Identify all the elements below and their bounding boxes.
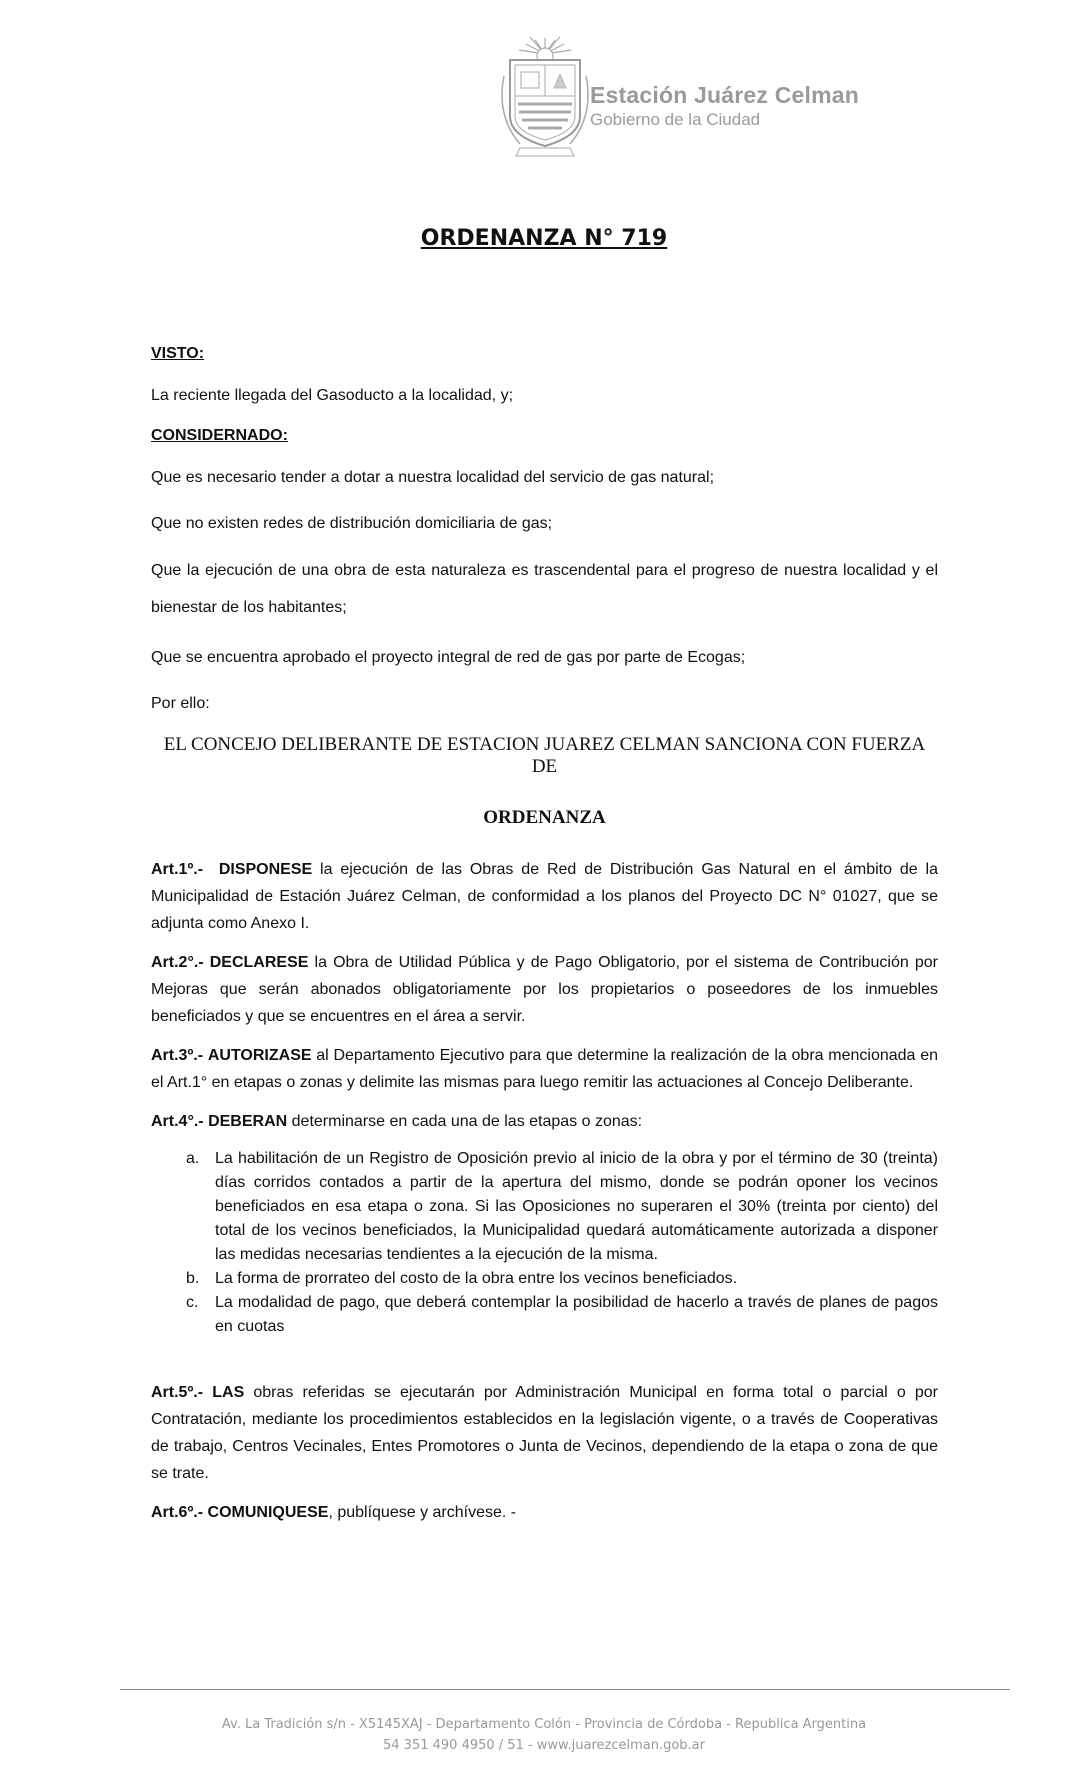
considerando-item: Que se encuentra aprobado el proyecto integral de red de gas por parte de Ecogas; xyxy=(151,649,746,666)
article-6: Art.6º.- COMUNIQUESE, publíquese y archívese. - xyxy=(151,1504,517,1521)
document-title: ORDENANZA N° 719 xyxy=(420,226,668,251)
footer-address: Av. La Tradición s/n - X5145XAJ - Departamento Colón - Provincia de Córdoba - Republica Argentina xyxy=(221,1717,867,1732)
brand-subtitle: Gobierno de la Ciudad xyxy=(590,110,761,129)
list-item: b. La forma de prorrateo del costo de la obra entre los vecinos beneficiados. xyxy=(186,1270,738,1287)
article-3: Art.3º.- AUTORIZASE al Departamento Ejecutivo para que determine la realización de la obra mencionada en el Art.1° en etapas o zonas y delimite las mismas para luego remitir las actuaciones al Concejo Deliberante. xyxy=(151,1047,938,1091)
article-4-list xyxy=(151,1147,938,1339)
brand-name: Estación Juárez Celman xyxy=(590,82,860,108)
document-body xyxy=(151,344,938,1526)
footer-divider xyxy=(120,1689,1010,1690)
article-1: Art.1º.- DISPONESE la ejecución de las Obras de Red de Distribución Gas Natural en el ámbito de la Municipalidad de Estación Juárez Celman, de conformidad a los planos del Proyecto DC N° 01027, que se adjunta como Anexo I. xyxy=(151,861,938,932)
sanciona-text: EL CONCEJO DELIBERANTE DE ESTACION JUAREZ CELMAN SANCIONA CON FUERZA DE xyxy=(163,734,926,777)
brand-block xyxy=(590,82,859,130)
footer-contact: 54 351 490 4950 / 51 - www.juarezcelman.gob.ar xyxy=(383,1738,705,1753)
visto-text: La reciente llegada del Gasoducto a la localidad, y; xyxy=(151,387,514,404)
considerando-label: CONSIDERNADO: xyxy=(151,427,288,444)
article-keyword: DEBERAN xyxy=(208,1113,288,1130)
considerando-item: Que es necesario tender a dotar a nuestra localidad del servicio de gas natural; xyxy=(151,469,715,486)
por-ello: Por ello: xyxy=(151,695,210,712)
municipal-seal-icon xyxy=(490,36,600,161)
article-keyword: DISPONESE xyxy=(218,861,313,878)
ordenanza-heading: ORDENANZA xyxy=(483,807,606,828)
article-keyword: COMUNIQUESE xyxy=(207,1504,329,1521)
visto-label: VISTO: xyxy=(151,345,205,362)
article-keyword: DECLARESE xyxy=(209,954,309,971)
article-2: Art.2°.- DECLARESE la Obra de Utilidad Pública y de Pago Obligatorio, por el sistema de Contribución por Mejoras que serán abonados obligatoriamente por los propietarios o poseedores de los inmuebles beneficiados y que se encuentres en el área a servir. xyxy=(151,954,938,1025)
considerando-item: Que la ejecución de una obra de esta naturaleza es trascendental para el progreso de nuestra localidad y el bienestar de los habitantes; xyxy=(151,562,938,616)
letterhead xyxy=(490,36,870,166)
article-4: Art.4°.- DEBERAN determinarse en cada una de las etapas o zonas: xyxy=(151,1113,643,1130)
footer xyxy=(0,1714,1088,1756)
article-keyword: AUTORIZASE xyxy=(207,1047,312,1064)
considerando-item: Que no existen redes de distribución domiciliaria de gas; xyxy=(151,515,553,532)
list-item: a. La habilitación de un Registro de Oposición previo al inicio de la obra y por el término de 30 (treinta) días corridos contados a partir de la apertura del mismo, donde se podrán oponer los vecinos beneficiados en esa etapa o zona. Si las Oposiciones no superaren el 30% (treinta por ciento) del total de los vecinos beneficiados, la Municipalidad quedará automáticamente autorizada a disponer las medidas necesarias tendientes a la ejecución de la misma. xyxy=(186,1150,938,1263)
list-item: c. La modalidad de pago, que deberá contemplar la posibilidad de hacerlo a través de planes de pagos en cuotas xyxy=(186,1294,938,1335)
article-keyword: LAS xyxy=(212,1384,245,1401)
article-5: Art.5º.- LAS obras referidas se ejecutarán por Administración Municipal en forma total o parcial o por Contratación, mediante los procedimientos establecidos en la legislación vigente, o a través de Cooperativas de trabajo, Centros Vecinales, Entes Promotores o Junta de Vecinos, dependiendo de la etapa o zona de que se trate. xyxy=(151,1384,938,1482)
